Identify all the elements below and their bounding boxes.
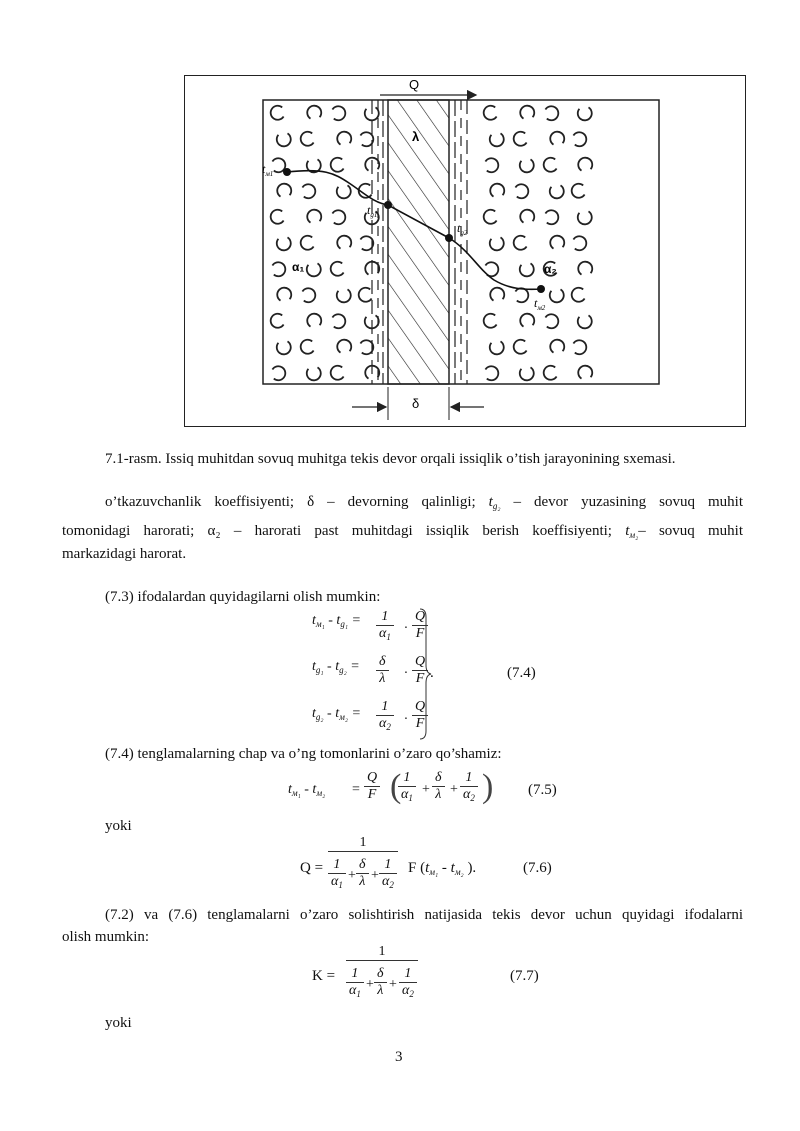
paragraph-line: o’tkazuvchanlik koeffisiyenti; δ – devorning qalinligi; $t_{g_2}$ – devor yuzasining sovuq muhit — [105, 494, 744, 511]
t-right-label: $t_{м2}$ — [534, 296, 546, 312]
swirl-mark — [515, 184, 528, 198]
equation-7-4: $t_{м_1} - t_{g_1}$ = $\frac{1}{\alpha_1}$ · $\frac{Q}{F}$ $t_{g_1} - t_{g_2}$ = $\frac{\delta}{\lambda}$ · $\frac{Q}{F}$ $t_{g_2} - t_{м_2}$ = $\frac{1}{\alpha_2}$ · $\frac{Q}{F}$ — [312, 609, 452, 739]
swirl-mark — [332, 314, 345, 328]
swirl-mark — [545, 106, 558, 120]
swirl-mark — [331, 262, 344, 276]
paragraph-line: olish mumkin: — [62, 929, 150, 945]
heat-flow-label: Q — [409, 77, 420, 92]
swirl-mark — [301, 340, 314, 354]
swirl-mark — [360, 340, 373, 354]
swirl-mark — [514, 340, 527, 354]
page-number: 3 — [395, 1049, 403, 1065]
swirl-mark — [550, 185, 564, 198]
t-wall2-point — [445, 234, 453, 242]
swirl-mark — [514, 132, 527, 146]
swirl-mark — [550, 236, 564, 249]
swirl-mark — [359, 288, 372, 302]
swirl-mark — [573, 340, 586, 354]
swirl-mark — [545, 314, 558, 328]
t-wall1-label: $t_{g1}$ — [367, 203, 378, 219]
swirl-mark — [307, 367, 321, 380]
swirl-mark — [307, 263, 321, 276]
swirl-mark — [520, 263, 534, 276]
t-wall2-label: $t_{g2}$ — [457, 221, 468, 237]
swirl-mark — [302, 184, 315, 198]
swirl-mark — [490, 341, 504, 354]
t-left-label: $t_{м1}$ — [262, 162, 274, 178]
swirl-mark — [490, 288, 504, 301]
swirl-mark — [520, 367, 534, 380]
paragraph-line: markazidagi harorat. — [62, 546, 187, 562]
swirl-mark — [271, 106, 284, 120]
swirl-mark — [360, 132, 373, 146]
equation-number: (7.5) — [528, 782, 557, 798]
equation-number: (7.7) — [510, 968, 539, 984]
swirl-mark — [484, 314, 497, 328]
swirl-mark — [332, 210, 345, 224]
swirl-mark — [550, 132, 564, 145]
swirl-mark — [360, 236, 373, 250]
swirl-mark — [332, 106, 345, 120]
swirl-mark — [490, 184, 504, 197]
lambda-label: λ — [412, 129, 420, 144]
paragraph-line: tomonidagi harorati; α₂ – harorati past muhitdagi issiqlik berish koeffisiyenti; $t_{м_2}-$ sovuq muhit — [62, 523, 743, 540]
swirl-mark — [331, 158, 344, 172]
swirl-mark — [277, 237, 291, 250]
swirl-mark — [302, 288, 315, 302]
figure-caption: 7.1-rasm. Issiq muhitdan sovuq muhitga tekis devor orqali issiqlik o’tish jarayonining sxemasi. — [105, 451, 676, 467]
connector-word: yoki — [105, 818, 132, 834]
swirl-mark — [578, 107, 592, 120]
swirl-mark — [544, 158, 557, 172]
swirl-mark — [272, 366, 285, 380]
swirl-mark — [573, 132, 586, 146]
equation-number: (7.4) — [507, 665, 536, 681]
swirl-mark — [484, 210, 497, 224]
swirl-mark — [331, 366, 344, 380]
paragraph-line: (7.2) va (7.6) tenglamalarni o’zaro solishtirish natijasida tekis devor uchun quyidagi ifodalarni — [105, 907, 743, 923]
swirl-mark — [578, 262, 592, 275]
swirl-mark — [485, 366, 498, 380]
swirl-mark — [520, 159, 534, 172]
swirl-mark — [484, 106, 497, 120]
swirl-mark — [572, 288, 585, 302]
swirl-mark — [301, 132, 314, 146]
paragraph: (7.4) tenglamalarning chap va o’ng tomonlarini o’zaro qo’shamiz: — [105, 746, 502, 762]
equation-lhs: K = — [312, 968, 336, 984]
swirl-mark — [550, 340, 564, 353]
swirl-mark — [337, 340, 351, 353]
swirl-mark — [272, 158, 285, 172]
swirl-mark — [307, 314, 321, 327]
t-wall1-point — [384, 201, 392, 209]
alpha2-label: α₂ — [544, 262, 557, 276]
swirl-mark — [307, 210, 321, 223]
equation-7-7: 1 $\frac{1}{\alpha_1}$ + $\frac{\delta}{\lambda}$ + $\frac{1}{\alpha_2}$ — [346, 944, 426, 1004]
swirl-mark — [572, 184, 585, 198]
equation-period: . — [430, 665, 434, 681]
swirl-mark — [307, 106, 321, 119]
swirl-mark — [277, 288, 291, 301]
swirl-mark — [337, 289, 351, 302]
t-g2-symbol: $t_{g_2}$ — [488, 494, 501, 511]
swirl-mark — [490, 133, 504, 146]
swirl-mark — [490, 237, 504, 250]
equation-7-5: $t_{м_1} - t_{м_2}$ = $\frac{Q}{F}$ ( $\frac{1}{\alpha_1}$ + $\frac{\delta}{\lambda}$ + $\frac{1}{\alpha_2}$ ) — [288, 768, 494, 805]
swirl-mark — [277, 133, 291, 146]
swirl-mark — [520, 210, 534, 223]
swirl-mark — [544, 366, 557, 380]
swirl-mark — [271, 314, 284, 328]
swirl-mark — [485, 158, 498, 172]
swirl-mark — [520, 106, 534, 119]
swirl-mark — [272, 262, 285, 276]
swirl-mark — [578, 211, 592, 224]
heat-transfer-diagram — [184, 75, 745, 426]
paragraph: (7.3) ifodalardan quyidagilarni olish mumkin: — [105, 589, 381, 605]
delta-label: δ — [412, 396, 420, 411]
swirl-mark — [277, 184, 291, 197]
connector-word: yoki — [105, 1015, 132, 1031]
swirl-mark — [578, 158, 592, 171]
t-m2-symbol: $t_{м_2}$ — [625, 523, 639, 540]
swirl-mark — [520, 314, 534, 327]
swirl-mark — [337, 132, 351, 145]
equation-7-6: 1 $\frac{1}{\alpha_1}$ + $\frac{\delta}{\lambda}$ + $\frac{1}{\alpha_2}$ — [328, 835, 408, 895]
swirl-mark — [271, 210, 284, 224]
swirl-mark — [550, 289, 564, 302]
swirl-mark — [301, 236, 314, 250]
alpha1-label: α₁ — [292, 260, 305, 274]
t-right-point — [537, 285, 545, 293]
swirl-mark — [277, 341, 291, 354]
swirl-mark — [578, 366, 592, 379]
swirl-mark — [578, 315, 592, 328]
swirl-mark — [545, 210, 558, 224]
swirl-mark — [337, 236, 351, 249]
swirl-mark — [514, 236, 527, 250]
swirl-mark — [337, 185, 351, 198]
equation-lhs: Q = — [300, 860, 324, 876]
equation-rhs: F ($t_{м_1} - t_{м_2}$ ). — [408, 860, 477, 877]
swirl-mark — [573, 236, 586, 250]
swirl-mark — [515, 288, 528, 302]
equation-number: (7.6) — [523, 860, 552, 876]
t-left-point — [283, 168, 291, 176]
